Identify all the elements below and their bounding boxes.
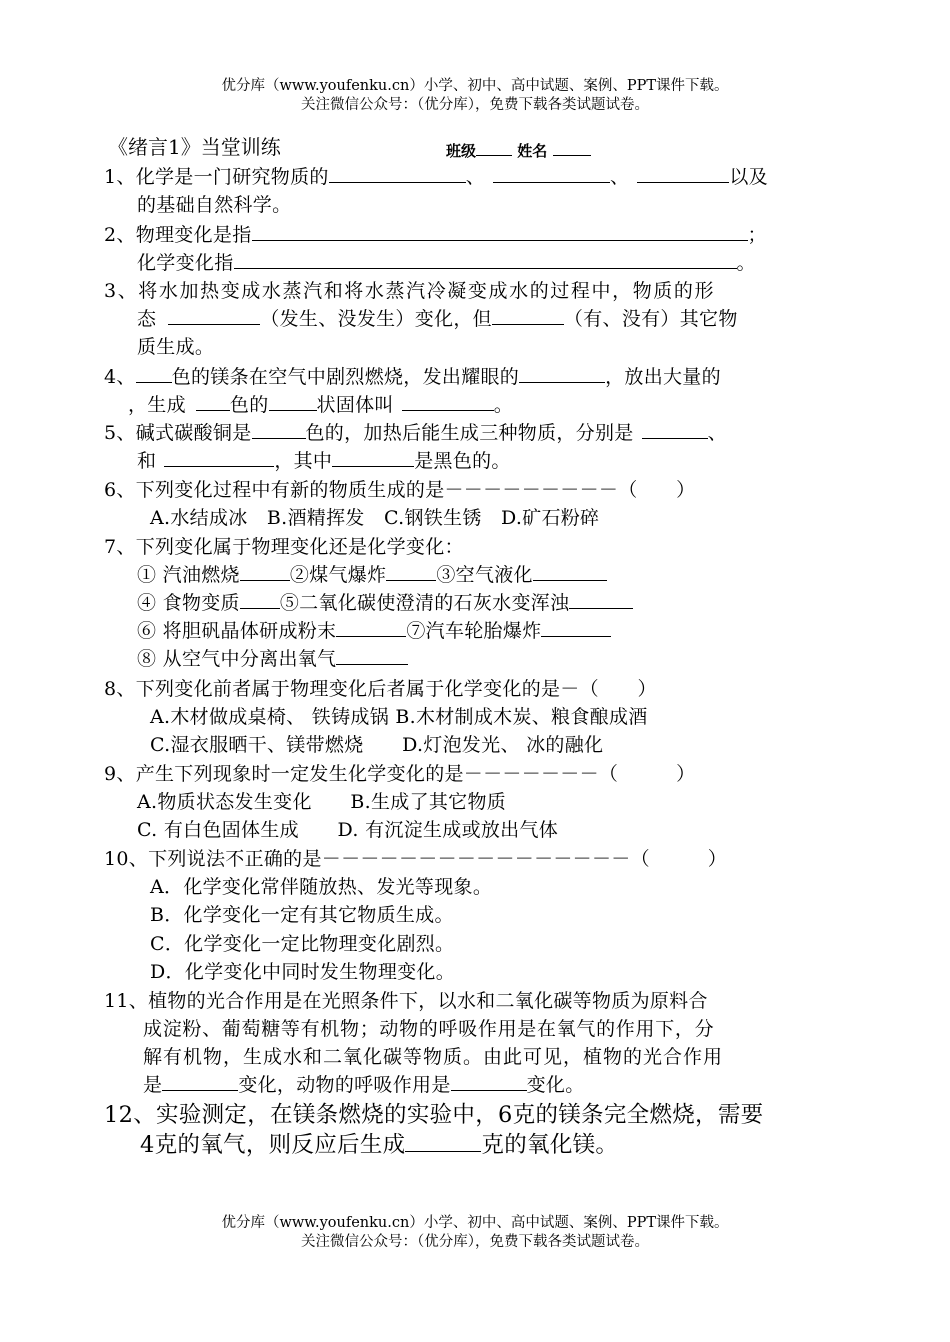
question-5-line-2: 和 ，其中 是黑色的。 <box>137 450 511 472</box>
question-1-line-1: 1、化学是一门研究物质的 、 、 以及 <box>104 166 768 188</box>
header-line-1: 优分库（www.youfenku.cn）小学、初中、高中试题、案例、PPT课件下载。 <box>221 78 729 94</box>
q7-blank-8[interactable] <box>336 646 408 665</box>
question-7-stem: 7、下列变化属于物理变化还是化学变化： <box>104 536 464 558</box>
question-3-line-3: 质生成。 <box>137 336 215 358</box>
question-7-row-4: ⑧ 从空气中分离出氧气 <box>137 644 408 671</box>
question-8-options-1: A.木材做成桌椅、 铁铸成锅 B.木材制成木炭、粮食酿成酒 <box>150 706 648 728</box>
q2-blank-1[interactable] <box>252 222 748 241</box>
q5-blank-3[interactable] <box>164 448 274 467</box>
q4-blank-1[interactable] <box>136 364 172 383</box>
worksheet-title <box>108 131 548 160</box>
page-header <box>0 77 950 115</box>
question-11-line-4: 是 变化，动物的呼吸作用是 变化。 <box>143 1074 585 1096</box>
footer-line-2: 关注微信公众号：（优分库），免费下载各类试题试卷。 <box>301 1234 649 1250</box>
question-12-line-1: 12、实验测定，在镁条燃烧的实验中，6克的镁条完全燃烧，需要 <box>104 1102 764 1128</box>
q5-blank-2[interactable] <box>642 420 708 439</box>
q7-blank-1[interactable] <box>240 562 290 581</box>
question-3-line-1: 3、将水加热变成水蒸汽和将水蒸汽冷凝变成水的过程中，物质的形 <box>104 280 716 302</box>
question-5-line-1: 5、碱式碳酸铜是 色的，加热后能生成三种物质，分别是 、 <box>104 422 727 444</box>
q7-blank-5[interactable] <box>569 590 633 609</box>
q7-blank-2[interactable] <box>386 562 436 581</box>
q2-blank-2[interactable] <box>234 250 737 269</box>
question-8-stem: 8、下列变化前者属于物理变化后者属于化学变化的是－（ ） <box>104 678 657 700</box>
class-blank[interactable] <box>476 137 512 156</box>
q7-blank-4[interactable] <box>240 590 280 609</box>
question-11-line-2: 成淀粉、葡萄糖等有机物；动物的呼吸作用是在氧气的作用下，分 <box>143 1018 715 1040</box>
question-6-stem: 6、下列变化过程中有新的物质生成的是－－－－－－－－－（ ） <box>104 479 696 501</box>
q4-blank-3[interactable] <box>196 392 230 411</box>
question-7-row-3: ⑥ 将胆矾晶体研成粉末 ⑦汽车轮胎爆炸 <box>137 616 611 643</box>
question-6-options: A.水结成冰 B.酒精挥发 C.钢铁生锈 D.矿石粉碎 <box>150 507 600 529</box>
question-10-option-b: B．化学变化一定有其它物质生成。 <box>150 904 454 926</box>
header-line-2: 关注微信公众号：（优分库），免费下载各类试题试卷。 <box>301 97 649 113</box>
q11-blank-1[interactable] <box>162 1072 238 1091</box>
question-10-option-d: D．化学变化中同时发生物理变化。 <box>150 961 456 983</box>
question-9-options-2: C. 有白色固体生成 D. 有沉淀生成或放出气体 <box>137 819 559 841</box>
question-12-line-2: 4克的氧气，则反应后生成 克的氧化镁。 <box>140 1132 619 1158</box>
title-text: 《绪言1》当堂训练 <box>108 135 281 159</box>
question-7-row-2: ④ 食物变质 ⑤二氧化碳使澄清的石灰水变浑浊 <box>137 588 633 615</box>
q5-blank-4[interactable] <box>332 448 414 467</box>
question-3-line-2: 态 （发生、没发生）变化，但 （有、没有）其它物 <box>137 308 738 330</box>
q3-blank-1[interactable] <box>168 306 260 325</box>
question-2-line-2: 化学变化指 。 <box>137 252 756 274</box>
q3-blank-2[interactable] <box>492 306 564 325</box>
class-name-fields: 班级 姓名 <box>446 137 591 161</box>
q4-blank-4[interactable] <box>269 392 317 411</box>
name-blank[interactable] <box>553 137 591 156</box>
page-footer <box>0 1214 950 1252</box>
q12-blank-1[interactable] <box>405 1130 481 1152</box>
question-7-row-1: ① 汽油燃烧 ②煤气爆炸 ③空气液化 <box>137 560 607 587</box>
q1-blank-3[interactable] <box>637 164 729 183</box>
q4-blank-2[interactable] <box>519 364 605 383</box>
q4-blank-5[interactable] <box>402 392 494 411</box>
question-10-stem: 10、下列说法不正确的是－－－－－－－－－－－－－－－－（ ） <box>104 848 728 870</box>
q7-blank-7[interactable] <box>541 618 611 637</box>
question-8-options-2: C.湿衣服晒干、镁带燃烧 D.灯泡发光、 冰的融化 <box>150 734 604 756</box>
question-10-option-a: A．化学变化常伴随放热、发光等现象。 <box>150 876 493 898</box>
q1-blank-1[interactable] <box>329 164 466 183</box>
question-11-line-3: 解有机物，生成水和二氧化碳等物质。由此可见，植物的光合作用 <box>143 1046 724 1068</box>
footer-line-1: 优分库（www.youfenku.cn）小学、初中、高中试题、案例、PPT课件下载。 <box>221 1215 729 1231</box>
question-1-line-2: 的基础自然科学。 <box>137 194 292 216</box>
q1-blank-2[interactable] <box>493 164 610 183</box>
question-10-option-c: C．化学变化一定比物理变化剧烈。 <box>150 933 455 955</box>
question-4-line-2: ，生成 色的 状固体叫 。 <box>128 394 514 416</box>
question-4-line-1: 4、 色的镁条在空气中剧烈燃烧，发出耀眼的 ，放出大量的 <box>104 366 721 388</box>
q5-blank-1[interactable] <box>252 420 306 439</box>
question-9-stem: 9、产生下列现象时一定发生化学变化的是－－－－－－－（ ） <box>104 763 696 785</box>
q11-blank-2[interactable] <box>451 1072 527 1091</box>
q7-blank-3[interactable] <box>533 562 607 581</box>
question-2-line-1: 2、物理变化是指 ； <box>104 224 767 246</box>
question-9-options-1: A.物质状态发生变化 B.生成了其它物质 <box>137 791 507 813</box>
question-11-line-1: 11、植物的光合作用是在光照条件下，以水和二氧化碳等物质为原料合 <box>104 990 708 1012</box>
q7-blank-6[interactable] <box>336 618 406 637</box>
